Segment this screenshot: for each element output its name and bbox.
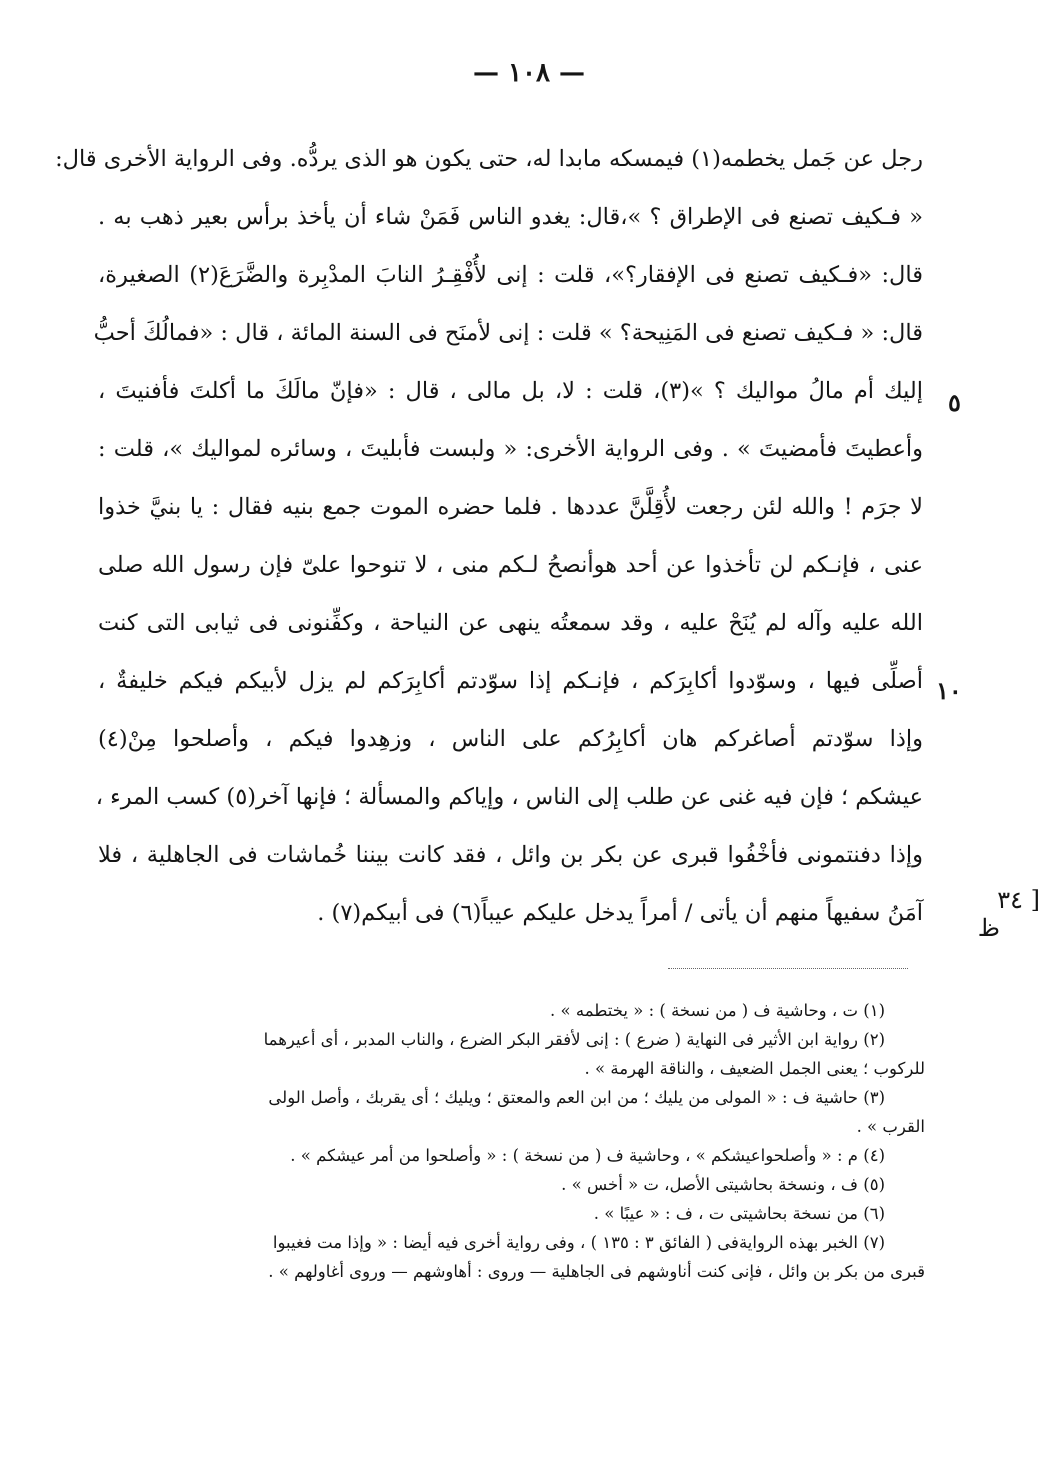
text-line: وأعطيتَ فأمضيتَ » . وفى الرواية الأخرى: « ولبست فأبليتَ ، وسائره لمواليك »، قلت :	[98, 436, 923, 462]
text-line: الله عليه وآله لم يُنَحْ عليه ، وقد سمعتُه ينهى عن النياحة ، وكفِّنونى فى ثيابى التى كنت	[98, 610, 923, 636]
line-marker-5: ٥	[948, 388, 961, 417]
text-line: إليك أم مالُ مواليك ؟ »(٣)، قلت : لا، بل مالى ، قال : «فإنّ مالَكَ ما أكلتَ فأفنيتَ ،	[98, 378, 924, 404]
footnote-line: (٤) م : « وأصلحواعيشكم » ، وحاشية ف ( من نسخة ) : « وأصلحوا من أمر عيشكم » .	[290, 1146, 885, 1165]
footnotes	[95, 996, 925, 1286]
folio-marker	[930, 886, 1040, 942]
page-number: — ١٠٨ —	[472, 58, 586, 88]
footnote-line: القرب » .	[856, 1117, 925, 1136]
line-marker-10: ١٠	[936, 676, 962, 705]
text-line: وإذا دفنتمونى فأخْفُوا قبرى عن بكر بن وائل ، فقد كانت بيننا خُماشات فى الجاهلية ، فلا	[98, 842, 923, 868]
text-line: أصلِّى فيها ، وسوّدوا أكابِرَكم ، فإنـكم إذا سوّدتم أكابِرَكم لم يزل لأبيكم فيكم خليفةٌ ،	[98, 668, 923, 694]
folio-reference: [ ٣٤	[997, 886, 1040, 914]
text-line: رجل عن جَمل يخطمه(١) فيمسكه مابدا له، حتى يكون هو الذى يردُّه. وفى الرواية الأخرى قال:	[55, 146, 923, 172]
footnote-line: قبرى من بكر بن وائل ، فإنى كنت أناوشهم فى الجاهلية — وروى : أهاوشهم — وروى أغاولهم » .	[268, 1262, 925, 1281]
text-line: عنى ، فإنـكم لن تأخذوا عن أحد هوأنصحُ لـكم منى ، لا تنوحوا علىّ فإن رسول الله صلى	[98, 552, 923, 578]
text-line: « فـكيف تصنع فى الإطراق ؟ »،قال: يغدو الناس فَمَنْ شاء أن يأخذ برأس بعير ذهب به .	[98, 204, 923, 230]
text-line: وإذا سوّدتم أصاغركم هان أكابِرُكم على الناس ، وزهِدوا فيكم ، وأصلحوا مِنْ(٤)	[98, 726, 923, 752]
footnote-line: (٧) الخبر بهذه الروايةفى ( الفائق ٣ : ١٣٥ ) ، وفى رواية أخرى فيه أيضا : « وإذا مت فغيبوا	[272, 1233, 885, 1252]
main-text	[55, 130, 924, 942]
footnote-line: (٣) حاشية ف : « المولى من يليك ؛ من ابن العم والمعتق ؛ ويليك ؛ أى يقربك ، وأصل الولى	[268, 1088, 885, 1107]
text-line: عيشكم ؛ فإن فيه غنى عن طلب إلى الناس ، وإياكم والمسألة ؛ فإنها آخر(٥) كسب المرء ،	[95, 784, 923, 810]
text-line: قال: « فـكيف تصنع فى المَنِيحة؟ » قلت : إنى لأمنَح فى السنة المائة ، قال : «فمالُكَ أحبُّ	[93, 320, 923, 346]
footnote-line: (١) ت ، وحاشية ف ( من نسخة ) : « يختطمه » .	[550, 1001, 885, 1020]
footnote-separator	[668, 968, 908, 969]
footnote-line: (٦) من نسخة بحاشيتى ت ، ف : « عيبًا » .	[593, 1204, 885, 1223]
footnote-line: للركوب ؛ يعنى الجمل الضعيف ، والناقة الهرمة » .	[584, 1059, 925, 1078]
folio-side: ظ	[977, 914, 1000, 942]
text-line: قال: «فـكيف تصنع فى الإفقار؟»، قلت : إنى لأُفْقِـرُ النابَ المدْبِرة والضَّرَعَ(٢) الصغيرة،	[98, 262, 923, 288]
text-line: لا جرَم ! والله لئن رجعت لأُقِلَّنَّ عددها . فلما حضره الموت جمع بنيه فقال : يا بنيَّ خذوا	[98, 494, 923, 520]
footnote-line: (٥) ف ، ونسخة بحاشيتى الأصل، ت « أخس » .	[561, 1175, 885, 1194]
text-line: آمَنُ سفيهاً منهم أن يأتى / أمراً يدخل عليكم عيباً(٦) فى أبيكم(٧) .	[317, 900, 923, 926]
footnote-line: (٢) رواية ابن الأثير فى النهاية ( ضرع ) : إنى لأفقر البكر الضرع ، والناب المدبر ، أى أعيرهما	[263, 1030, 885, 1049]
